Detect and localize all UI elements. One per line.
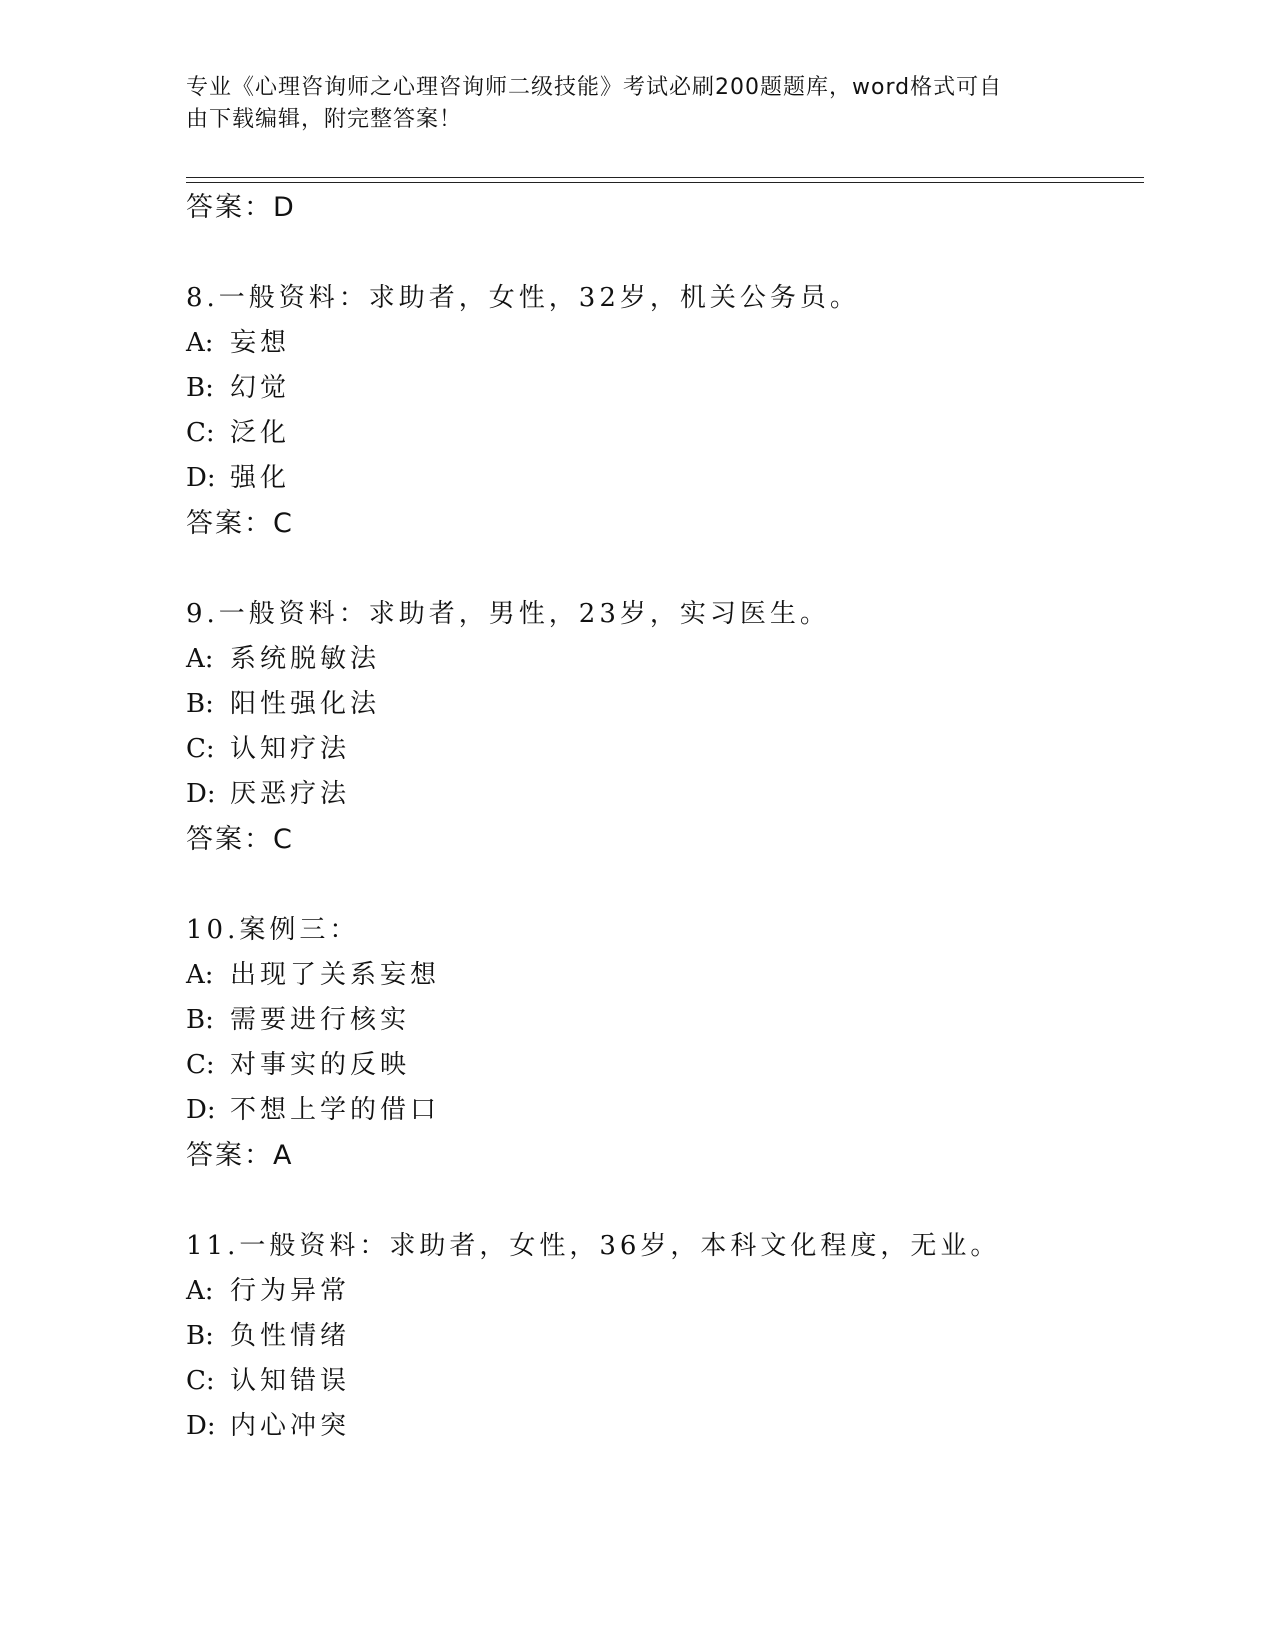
document-header	[186, 72, 1066, 136]
header-divider-bottom	[186, 182, 1144, 183]
question-stem: 9.一般资料：求助者，男性，23岁，实习医生。	[186, 599, 830, 629]
header-line-2: 由下载编辑，附完整答案！	[186, 107, 463, 132]
option-b: B: 幻觉	[186, 373, 291, 403]
option-c: C: 对事实的反映	[186, 1050, 411, 1080]
header-line-1: 专业《心理咨询师之心理咨询师二级技能》考试必刷200题题库，word格式可自	[186, 75, 1003, 100]
question-stem: 8.一般资料：求助者，女性，32岁，机关公务员。	[186, 283, 860, 313]
option-c: C: 泛化	[186, 418, 291, 448]
answer-label: 答案：C	[186, 824, 294, 855]
option-a: A: 系统脱敏法	[186, 644, 381, 674]
option-d: D: 强化	[186, 463, 291, 493]
answer-label: 答案：A	[186, 1140, 294, 1171]
option-c: C: 认知错误	[186, 1366, 351, 1396]
previous-answer: 答案：D	[186, 192, 296, 223]
option-b: B: 负性情绪	[186, 1321, 351, 1351]
option-c: C: 认知疗法	[186, 734, 351, 764]
option-d: D: 内心冲突	[186, 1411, 351, 1441]
question-stem: 11.一般资料：求助者，女性，36岁，本科文化程度，无业。	[186, 1231, 1001, 1261]
option-b: B: 需要进行核实	[186, 1005, 411, 1035]
header-divider-top	[186, 177, 1144, 178]
question-stem: 10.案例三：	[186, 915, 360, 945]
option-d: D: 不想上学的借口	[186, 1095, 441, 1125]
answer-label: 答案：C	[186, 508, 294, 539]
option-a: A: 出现了关系妄想	[186, 960, 441, 990]
option-b: B: 阳性强化法	[186, 689, 381, 719]
option-a: A: 妄想	[186, 328, 291, 358]
option-a: A: 行为异常	[186, 1276, 351, 1306]
option-d: D: 厌恶疗法	[186, 779, 351, 809]
